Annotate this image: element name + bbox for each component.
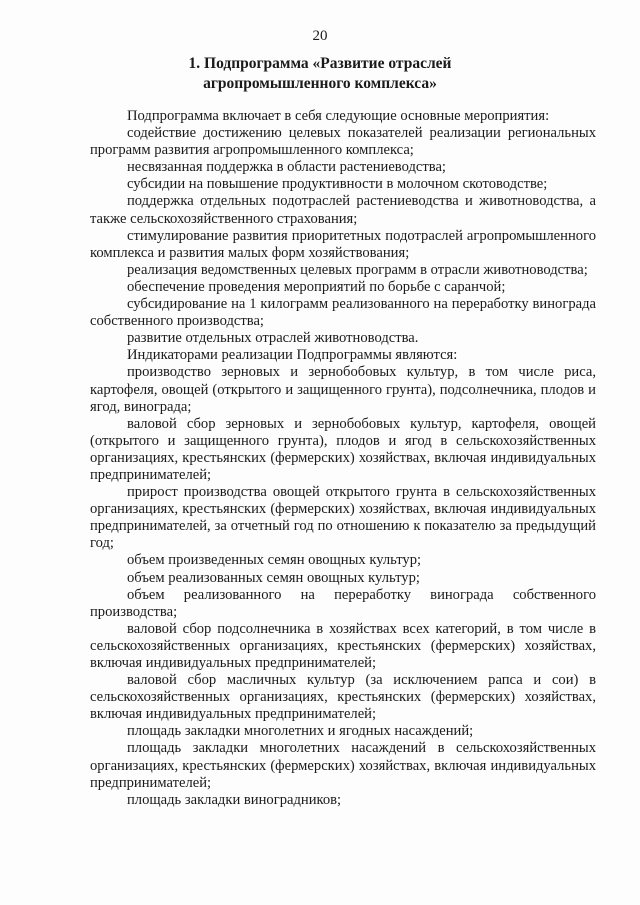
paragraph: объем реализованного на переработку винограда собственного производства;	[90, 586, 596, 620]
paragraph: валовой сбор зерновых и зернобобовых культур, картофеля, овощей (открытого и защищенного грунта), плодов и ягод в сельскохозяйственных организациях, крестьянских (фермерских) хозяйствах, включая индивидуальных предпринимателей;	[90, 415, 596, 483]
paragraph: поддержка отдельных подотраслей растениеводства и животноводства, а также сельскохозяйственного страхования;	[90, 193, 596, 227]
paragraph: субсидирование на 1 килограмм реализованного на переработку винограда собственного производства;	[90, 296, 596, 330]
paragraph: Подпрограмма включает в себя следующие основные мероприятия:	[127, 108, 550, 124]
heading-line-2: агропромышленного комплекса»	[203, 75, 437, 92]
page-number: 20	[312, 28, 328, 44]
section-heading	[0, 54, 640, 94]
paragraph: производство зерновых и зернобобовых культур, в том числе риса, картофеля, овощей (открытого и защищенного грунта), подсолнечника, плодов и ягод, винограда;	[90, 364, 596, 415]
paragraph: площадь закладки многолетних и ягодных насаждений;	[127, 723, 474, 740]
paragraph: валовой сбор подсолнечника в хозяйствах всех категорий, в том числе в сельскохозяйственных организациях, крестьянских (фермерских) хозяйствах, включая индивидуальных предпринимателей;	[90, 620, 596, 671]
paragraph: площадь закладки многолетних насаждений в сельскохозяйственных организациях, крестьянских (фермерских) хозяйствах, включая индивидуальных предпринимателей;	[90, 740, 596, 791]
paragraph: валовой сбор масличных культур (за исключением рапса и сои) в сельскохозяйственных организациях, крестьянских (фермерских) хозяйствах, включая индивидуальных предпринимателей;	[90, 672, 596, 723]
paragraph: объем реализованных семян овощных культур;	[127, 569, 420, 586]
paragraph: реализация ведомственных целевых программ в отрасли животноводства;	[127, 261, 588, 278]
paragraph: субсидии на повышение продуктивности в молочном скотоводстве;	[127, 176, 548, 193]
paragraph: объем произведенных семян овощных культур;	[127, 552, 422, 569]
paragraph: содействие достижению целевых показателей реализации региональных программ развития агропромышленного комплекса;	[90, 125, 596, 159]
paragraph: стимулирование развития приоритетных подотраслей агропромышленного комплекса и развития малых форм хозяйствования;	[90, 227, 596, 261]
paragraph: развитие отдельных отраслей животноводства.	[127, 330, 419, 347]
paragraph: Индикаторами реализации Подпрограммы являются:	[127, 347, 458, 364]
paragraph: обеспечение проведения мероприятий по борьбе с саранчой;	[127, 278, 506, 295]
body-text	[90, 108, 596, 809]
heading-line-1: 1. Подпрограмма «Развитие отраслей	[188, 55, 452, 72]
paragraph: несвязанная поддержка в области растениеводства;	[127, 159, 446, 176]
paragraph: прирост производства овощей открытого грунта в сельскохозяйственных организациях, крестьянских (фермерских) хозяйствах, включая индивидуальных предпринимателей, за отчетный год по отношению к показателю за предыдущий год;	[90, 484, 596, 552]
paragraph: площадь закладки виноградников;	[127, 791, 342, 808]
